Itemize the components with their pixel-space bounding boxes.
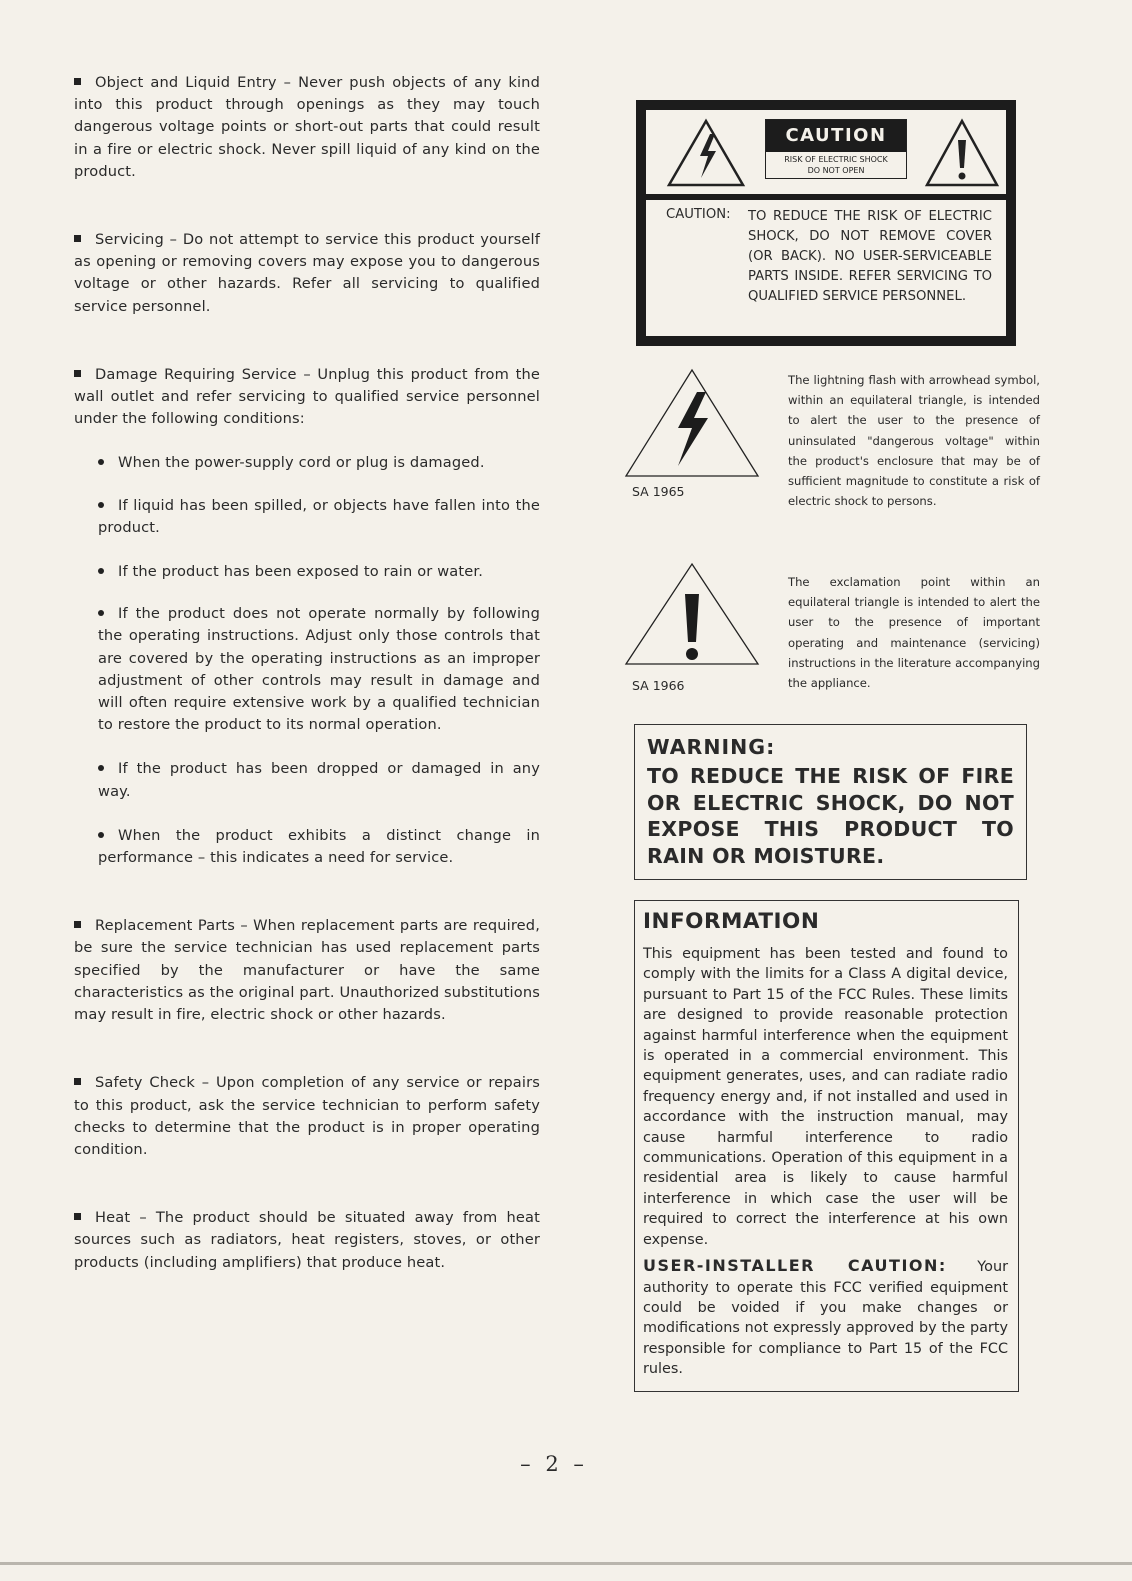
servicing-text: Servicing – Do not attempt to service this product yourself as opening or removing covers may expose you to dangerous voltage or other hazards. Refer all servicing to qualified service personnel. <box>74 231 540 315</box>
warning-box <box>634 724 1027 880</box>
dot-bullet-icon <box>98 610 104 616</box>
caution-label-header <box>646 110 1006 194</box>
dot-bullet-icon <box>98 568 104 574</box>
lightning-flash-triangle-icon <box>622 366 762 480</box>
caution-label-body <box>646 200 1006 336</box>
caution-badge-subtitle-2: DO NOT OPEN <box>807 166 865 175</box>
caution-label-text: TO REDUCE THE RISK OF ELECTRIC SHOCK, DO NOT REMOVE COVER (OR BACK). NO USER-SERVICEABLE PARTS INSIDE. REFER SERVICING TO QUALIFIED SERVICE PERSONNEL. <box>748 209 992 304</box>
servicing-section <box>74 229 540 318</box>
exclamation-symbol-description: The exclamation point within an equilateral triangle is intended to alert the user to the presence of important operating and maintenance (servicing) instructions in the literature accompanying the appliance. <box>788 575 1040 691</box>
dot-bullet-icon <box>98 832 104 838</box>
user-installer-caution <box>643 1256 1008 1379</box>
caution-badge-title: CAUTION <box>766 120 906 152</box>
lightning-symbol-block <box>622 366 1042 536</box>
lightning-symbol-description: The lightning flash with arrowhead symbol, within an equilateral triangle, is intended to alert the user to the presence of uninsulated "dangerous voltage" within the product's enclosure that may be of sufficient magnitude to constitute a risk of electric shock to persons. <box>788 373 1040 509</box>
damage-condition-item: When the product exhibits a distinct change in performance – this indicates a need for service. <box>98 826 540 867</box>
caution-badge-subtitle-1: RISK OF ELECTRIC SHOCK <box>784 155 888 164</box>
square-bullet-icon <box>74 1078 81 1085</box>
heat-text: Heat – The product should be situated away from heat sources such as radiators, heat registers, stoves, or other products (including amplifiers) that produce heat. <box>74 1209 540 1271</box>
exclamation-point-triangle-icon <box>622 560 762 668</box>
warning-title: WARNING: <box>647 735 776 759</box>
caution-badge <box>765 119 907 179</box>
replacement-parts-section <box>74 915 540 1026</box>
damage-requiring-service-section <box>74 364 540 869</box>
square-bullet-icon <box>74 921 81 928</box>
dot-bullet-icon <box>98 765 104 771</box>
exclamation-symbol-block <box>622 560 1042 700</box>
replacement-parts-text: Replacement Parts – When replacement parts are required, be sure the service technician has used replacement parts specified by the manufacturer or have the same characteristics as the original part. Unauthorized substitutions may result in fire, electric shock or other hazards. <box>74 917 540 1024</box>
fcc-information-box <box>634 900 1019 1392</box>
dot-bullet-icon <box>98 459 104 465</box>
damage-intro-text: Damage Requiring Service – Unplug this product from the wall outlet and refer servicing to qualified service personnel under the following conditions: <box>74 365 540 428</box>
page-number: – 2 – <box>520 1452 588 1476</box>
square-bullet-icon <box>74 78 81 85</box>
user-installer-caution-text: Your authority to operate this FCC verified equipment could be voided if you make changes or modifications not expressly approved by the party responsible for compliance to Part 15 of the FCC rules. <box>643 1259 1009 1378</box>
damage-condition-item: If liquid has been spilled, or objects have fallen into the product. <box>98 496 540 536</box>
safety-instructions-column <box>74 72 540 1274</box>
lightning-symbol-code: SA 1965 <box>632 484 685 499</box>
damage-condition-item: If the product does not operate normally by following the operating instructions. Adjust only those controls that are covered by the operating instructions as an improper adjustment of other controls may result in damage and will often require extensive work by a qualified technician to restore the product to its normal operation. <box>98 605 540 734</box>
information-title: INFORMATION <box>643 909 820 934</box>
lightning-triangle-icon <box>666 118 746 188</box>
object-liquid-entry-text: Object and Liquid Entry – Never push objects of any kind into this product through openings as they may touch dangerous voltage points or short-out parts that could result in a fire or electric shock. Never spill liquid of any kind on the product. <box>74 74 540 180</box>
object-liquid-entry-section <box>74 72 540 183</box>
square-bullet-icon <box>74 370 81 377</box>
dot-bullet-icon <box>98 502 104 508</box>
exclamation-symbol-code: SA 1966 <box>632 678 685 693</box>
square-bullet-icon <box>74 1213 81 1220</box>
user-installer-caution-title: USER-INSTALLER CAUTION: <box>643 1256 947 1276</box>
caution-label-prefix: CAUTION: <box>666 207 731 222</box>
page-edge-line <box>0 1562 1132 1565</box>
heat-section <box>74 1207 540 1274</box>
safety-check-text: Safety Check – Upon completion of any service or repairs to this product, ask the service technician to perform safety checks to determine that the product is in proper operating condition. <box>74 1074 540 1158</box>
exclamation-triangle-icon <box>924 118 1000 188</box>
damage-condition-item: If the product has been exposed to rain or water. <box>74 561 540 583</box>
warning-text: TO REDUCE THE RISK OF FIRE OR ELECTRIC SHOCK, DO NOT EXPOSE THIS PRODUCT TO RAIN OR MOISTURE. <box>647 764 1014 868</box>
caution-label <box>636 100 1016 346</box>
fcc-compliance-text: This equipment has been tested and found to comply with the limits for a Class A digital device, pursuant to Part 15 of the FCC Rules. These limits are designed to provide reasonable protection against harmful interference when the equipment is operated in a commercial environment. This equipment generates, uses, and can radiate radio frequency energy and, if not installed and used in accordance with the instruction manual, may cause harmful interference to radio communications. Operation of this equipment in a residential area is likely to cause harmful interference in which case the user will be required to correct the interference at his own expense. <box>643 946 1008 1248</box>
damage-condition-item: When the power-supply cord or plug is damaged. <box>74 452 540 474</box>
damage-condition-item: If the product has been dropped or damaged in any way. <box>98 760 540 800</box>
square-bullet-icon <box>74 235 81 242</box>
safety-check-section <box>74 1072 540 1161</box>
